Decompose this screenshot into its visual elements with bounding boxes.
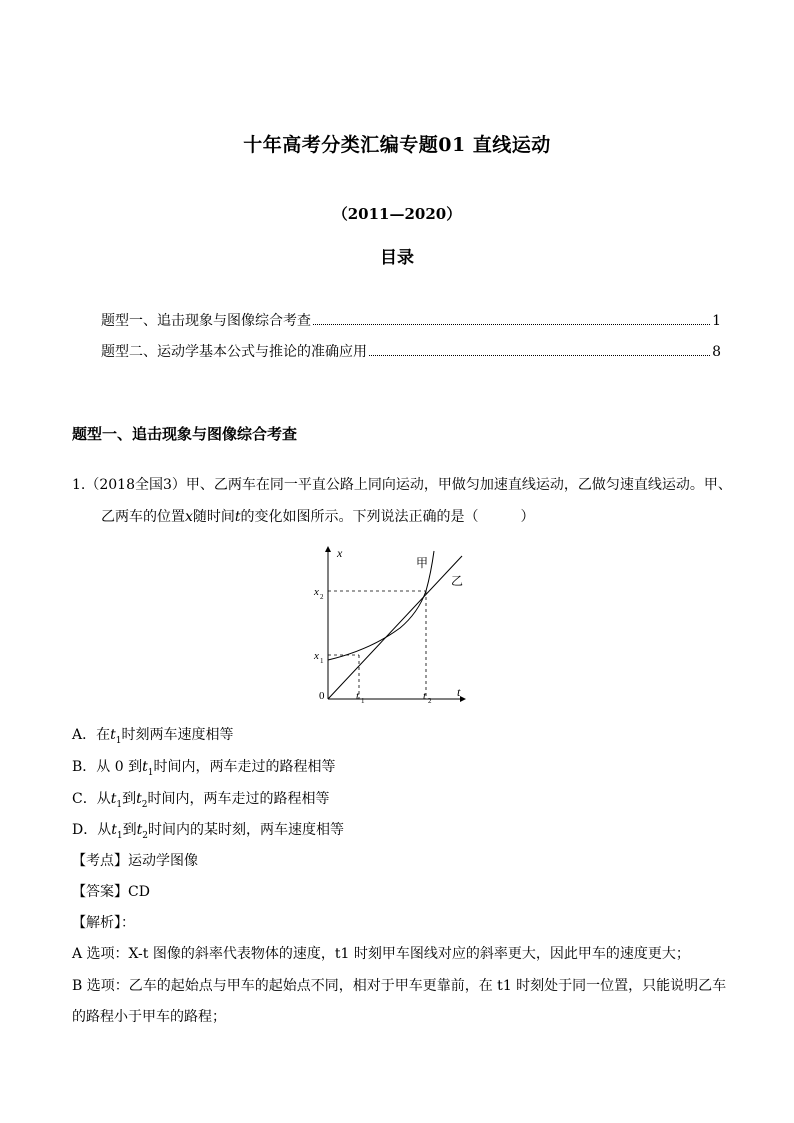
document-title: 十年高考分类汇编专题01 直线运动 (243, 134, 551, 156)
toc-entry-label: 题型一、追击现象与图像综合考查 (101, 313, 311, 329)
option-b[interactable]: B．从 0 到$t_1$时间内，两车走过的路程相等 (72, 759, 336, 778)
origin-label: 0 (319, 690, 325, 702)
x2-label: x (314, 586, 319, 598)
t2-subscript: 2 (428, 697, 432, 705)
toc-heading: 目录 (380, 248, 414, 268)
x2-subscript: 2 (320, 593, 324, 601)
analysis-option-b-cont: 的路程小于甲车的路程； (72, 1009, 226, 1025)
option-d[interactable]: D．从$t_1$到$t_2$时间内的某时刻，两车速度相等 (72, 822, 344, 841)
t2-label: t (423, 690, 427, 702)
question-stem-line1: 1.（2018全国3）甲、乙两车在同一平直公路上同向运动，甲做匀加速直线运动，乙做匀速直线运动。甲、 (72, 477, 732, 493)
line-yi-label: 乙 (451, 574, 464, 588)
line-yi (328, 556, 462, 699)
section-heading: 题型一、追击现象与图像综合考查 (72, 425, 298, 443)
toc-leader-dots (313, 314, 710, 325)
t-axis-arrow (460, 696, 466, 702)
t-axis-label: t (457, 685, 461, 699)
kaodian-line: 【考点】运动学图像 (72, 853, 198, 869)
t1-label: t (356, 690, 360, 702)
answer-line: 【答案】CD (72, 884, 150, 900)
question-stem-line2: 乙两车的位置x随时间t的变化如图所示。下列说法正确的是（ ） (101, 509, 535, 525)
analysis-heading: 【解析】： (72, 915, 135, 931)
year-range: （2011—2020） (332, 205, 462, 223)
analysis-option-a: A 选项：X-t 图像的斜率代表物体的速度，t1 时刻甲车图线对应的斜率更大，因此甲车的速度更大； (72, 946, 690, 962)
x-axis-arrow (325, 546, 331, 552)
x-axis-label: x (337, 546, 343, 560)
toc-entry-page: 8 (712, 344, 721, 360)
x1-label: x (314, 650, 319, 662)
toc-entry[interactable] (101, 310, 721, 341)
table-of-contents (101, 310, 721, 372)
x1-subscript: 1 (320, 657, 324, 665)
option-c[interactable]: C．从$t_1$到$t_2$时间内，两车走过的路程相等 (72, 791, 330, 810)
curve-jia-label: 甲 (416, 556, 429, 570)
position-time-graph (300, 543, 480, 713)
toc-entry-page: 1 (712, 313, 721, 329)
t1-subscript: 1 (361, 697, 365, 705)
toc-entry[interactable] (101, 341, 721, 372)
toc-entry-label: 题型二、运动学基本公式与推论的准确应用 (101, 344, 367, 360)
toc-leader-dots (369, 345, 710, 356)
analysis-option-b: B 选项：乙车的起始点与甲车的起始点不同，相对于甲车更靠前，在 t1 时刻处于同一位置，只能说明乙车 (72, 978, 727, 994)
option-a[interactable]: A．在$t_1$时刻两车速度相等 (72, 727, 234, 746)
